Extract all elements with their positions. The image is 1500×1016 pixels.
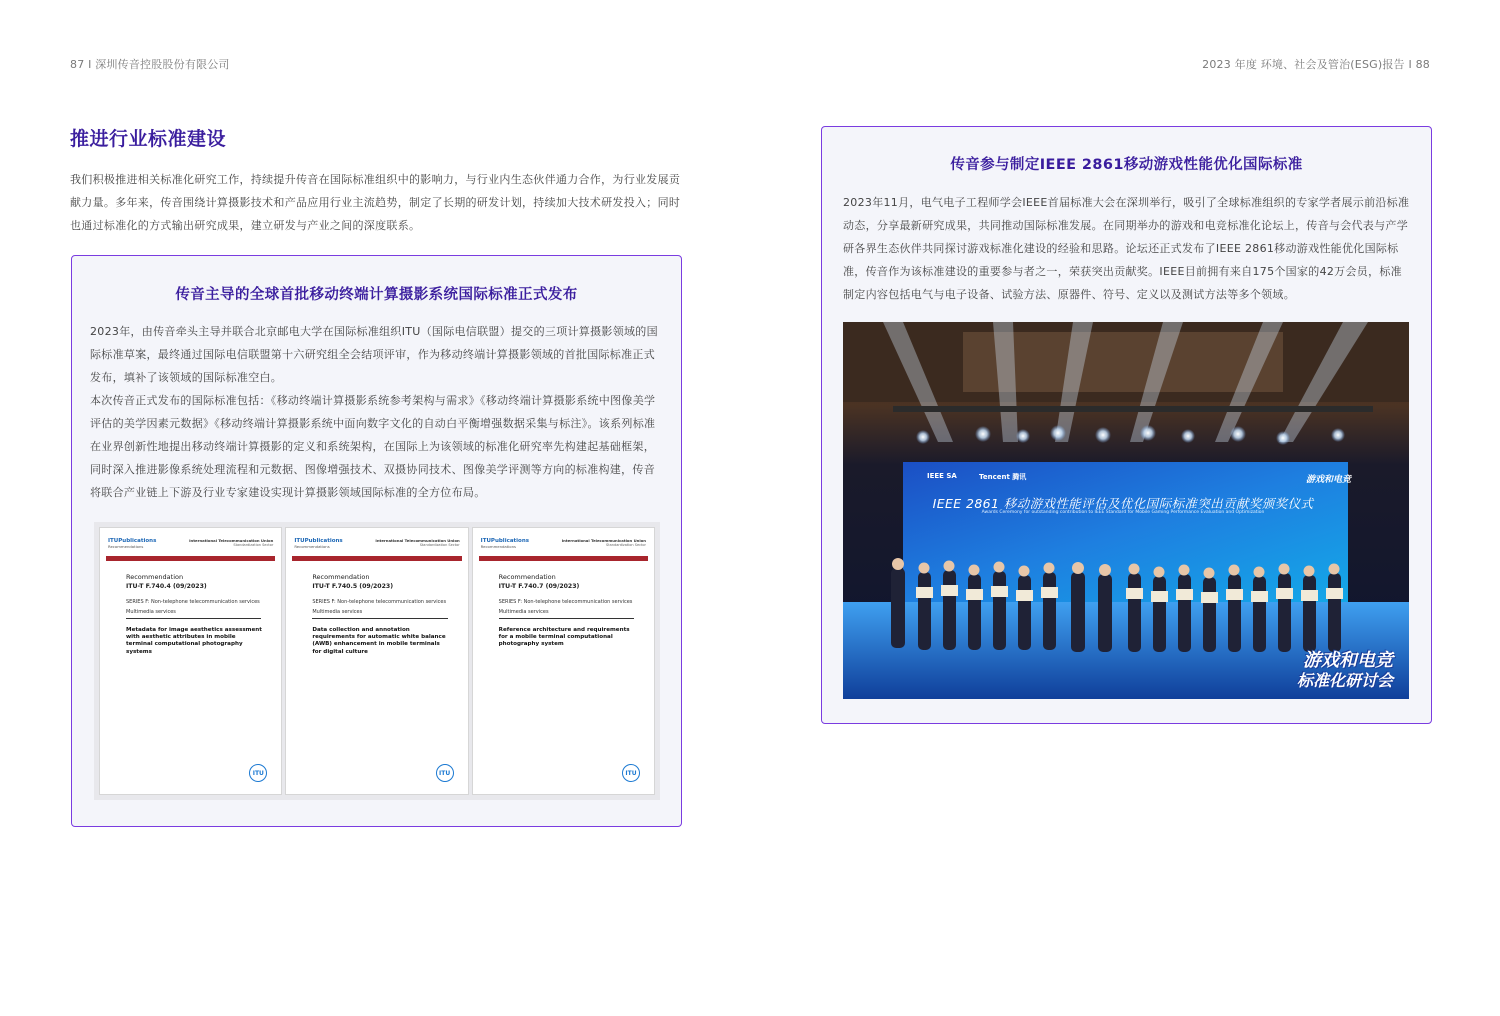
- banner-title: IEEE 2861 移动游戏性能评估及优化国际标准突出贡献奖颁奖仪式: [932, 496, 1314, 511]
- tencent-logo: Tencent 腾讯: [979, 473, 1027, 481]
- doc-publisher-sub: Recommendations: [108, 544, 144, 549]
- doc-red-bar: [292, 556, 461, 561]
- doc-publisher-sub: Recommendations: [480, 544, 516, 549]
- itu-card-body: [90, 320, 666, 504]
- itu-documents-image: [94, 522, 660, 800]
- itu-logo-icon: ITU: [436, 764, 454, 782]
- doc-description: Reference architecture and requirements for a mobile terminal computational photography system: [498, 627, 630, 648]
- banner-subtitle: Awards Ceremony for outstanding contribution to IEEE Standard for Mobile Gaming Performance Evaluation and Optimization: [981, 510, 1265, 515]
- doc-red-bar: [479, 556, 648, 561]
- itu-document-cover: [99, 527, 282, 795]
- doc-publisher-sub: Recommendations: [294, 544, 330, 549]
- itu-logo-icon: ITU: [622, 764, 640, 782]
- ieee-sa-logo: IEEE SA: [927, 472, 957, 480]
- doc-series: SERIES F: Non-telephone telecommunication services: [126, 599, 260, 605]
- doc-description: Metadata for image aesthetics assessment with aesthetic attributes in mobile terminal computational photography systems: [126, 627, 262, 655]
- ieee-card-paragraph: 2023年11月，电气电子工程师学会IEEE首届标准大会在深圳举行，吸引了全球标准组织的专家学者展示前沿标准动态，分享最新研究成果，共同推动国际标准发展。在同期举办的游戏和电竞标准化论坛上，传音与会代表与产学研各界生态伙伴共同探讨游戏标准化建设的经验和思路。论坛还正式发布了IEEE 2861移动游戏性能优化国际标准，传音作为该标准建设的重要参与者之一，荣获突出贡献奖。IEEE目前拥有来自175个国家的42万会员，标准制定内容包括电气与电子设备、试验方法、原器件、符号、定义以及测试方法等多个领域。: [843, 196, 1410, 301]
- itu-document-cover: [472, 527, 655, 795]
- itu-card-title: 传音主导的全球首批移动终端计算摄影系统国际标准正式发布: [175, 287, 578, 303]
- doc-union: International Telecommunication Union: [561, 538, 646, 543]
- page-header-right: 2023 年度 环境、社会及管治(ESG)报告 I 88: [1202, 58, 1430, 71]
- doc-label: Recommendation: [312, 573, 370, 581]
- doc-label: Recommendation: [126, 573, 184, 581]
- doc-sector: Standardization Sector: [419, 543, 460, 547]
- doc-publisher: ITUPublications: [294, 538, 343, 544]
- doc-subseries: Multimedia services: [126, 609, 176, 615]
- itu-document-cover: [285, 527, 468, 795]
- section-intro: 我们积极推进相关标准化研究工作，持续提升传音在国际标准组织中的影响力，与行业内生态伙伴通力合作，为行业发展贡献力量。多年来，传音围绕计算摄影技术和产品应用行业主流趋势，制定了长期的研发计划，持续加大技术研发投入；同时也通过标准化的方式输出研究成果，建立研发与产业之间的深度联系。: [70, 173, 681, 232]
- doc-subseries: Multimedia services: [312, 609, 363, 615]
- page-header-left: 87 I 深圳传音控股股份有限公司: [70, 58, 230, 71]
- award-ceremony-photo: [843, 322, 1409, 699]
- doc-number: ITU-T F.740.4 (09/2023): [126, 583, 207, 590]
- doc-description: Data collection and annotation requirements for automatic white balance (AWB) enhancement in mobile terminals for digital culture: [312, 627, 446, 655]
- doc-union: International Telecommunication Union: [375, 538, 460, 543]
- doc-union: International Telecommunication Union: [189, 538, 274, 543]
- doc-number: ITU-T F.740.5 (09/2023): [312, 583, 394, 590]
- event-logo-line1: 游戏和电竞: [1303, 650, 1393, 671]
- ieee-standard-card: [821, 126, 1432, 724]
- event-logo: [1297, 651, 1393, 691]
- doc-number: ITU-T F.740.7 (09/2023): [498, 583, 580, 590]
- ieee-card-title: 传音参与制定IEEE 2861移动游戏性能优化国际标准: [950, 157, 1303, 173]
- itu-standard-card: [71, 255, 682, 827]
- itu-card-paragraph-1: 2023年，由传音牵头主导并联合北京邮电大学在国际标准组织ITU（国际电信联盟）提交的三项计算摄影领域的国际标准草案，最终通过国际电信联盟第十六研究组全会结项评审，作为移动终端计算摄影领域的首批国际标准正式发布，填补了该领域的国际标准空白。: [90, 325, 658, 384]
- itu-card-paragraph-2: 本次传音正式发布的国际标准包括：《移动终端计算摄影系统参考架构与需求》《移动终端计算摄影系统中图像美学评估的美学因素元数据》《移动终端计算摄影系统中面向数字文化的自动白平衡增强数据采集与标注》。该系列标准在业界创新性地提出移动终端计算摄影的定义和系统架构，在国际上为该领域的标准化研究率先构建起基础框架，同时深入推进影像系统处理流程和元数据、图像增强技术、双摄协同技术、图像美学评测等方向的标准构建，传音将联合产业链上下游及行业专家建设实现计算摄影领域国际标准的全方位布局。: [90, 394, 656, 499]
- section-title: 推进行业标准建设: [70, 128, 227, 150]
- doc-subseries: Multimedia services: [498, 609, 549, 615]
- banner-corner-text: 游戏和电竞: [1305, 475, 1351, 485]
- doc-series: SERIES F: Non-telephone telecommunication services: [312, 599, 447, 605]
- doc-sector: Standardization Sector: [233, 543, 274, 547]
- event-logo-line2: 标准化研讨会: [1296, 671, 1393, 690]
- doc-red-bar: [106, 556, 275, 561]
- doc-publisher: ITUPublications: [480, 538, 530, 544]
- doc-label: Recommendation: [498, 573, 556, 581]
- itu-logo-icon: ITU: [249, 764, 267, 782]
- doc-series: SERIES F: Non-telephone telecommunication services: [498, 599, 633, 605]
- doc-publisher: ITUPublications: [108, 538, 157, 544]
- doc-sector: Standardization Sector: [606, 543, 646, 547]
